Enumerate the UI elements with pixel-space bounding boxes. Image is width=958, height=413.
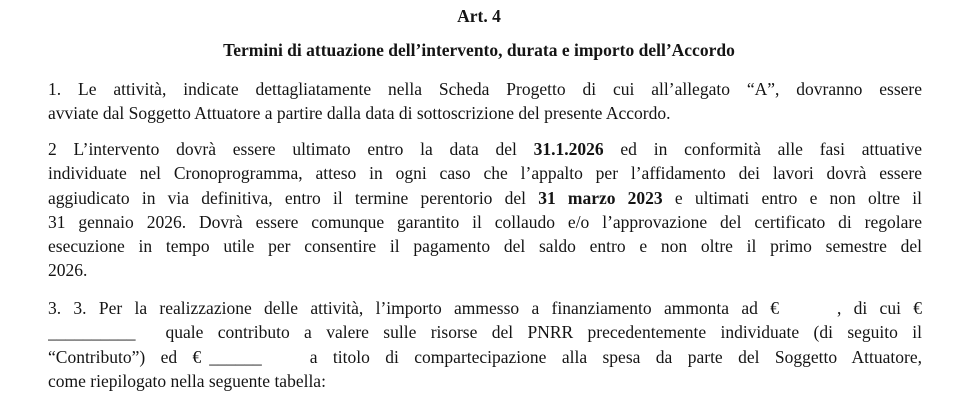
paragraph-2-line-1-text-a: 2 L’intervento dovrà essere ultimato entro la data del (48, 139, 534, 159)
paragraph-3 (48, 296, 922, 393)
paragraph-2-line-2: individuate nel Cronoprogramma, atteso in ogni caso che l’appalto per l’affidamento dei lavori dovrà essere (48, 163, 922, 184)
paragraph-3-line-3-text-a: “Contributo”) ed € (48, 346, 202, 367)
paragraph-3-line-1-text-a: 3. 3. Per la realizzazione delle attività, l’importo ammesso a finanziamento ammonta ad € (48, 298, 779, 318)
paragraph-3-line-1-text-b: , di cui € (836, 298, 922, 318)
paragraph-3-line-1 (48, 296, 922, 320)
paragraph-1-line-1: 1. Le attività, indicate dettagliatamente nella Scheda Progetto di cui all’allegato “A”, dovranno essere (48, 79, 922, 99)
paragraph-2-line-3-text-a: aggiudicato in via definitiva, entro il termine perentorio del (48, 187, 539, 208)
paragraph-3-line-2-text: quale contributo a valere sulle risorse del PNRR precedentemente individuate (di seguito il (165, 322, 922, 343)
contribution-amount-blank: __________ (48, 322, 136, 343)
paragraph-2-line-4: 31 gennaio 2026. Dovrà essere comunque garantito il collaudo e/o l’approvazione del certificato di regolare (48, 211, 922, 232)
paragraph-3-line-3 (48, 345, 922, 369)
award-deadline: 31 marzo 2023 (538, 187, 663, 208)
paragraph-3-line-4: come riepilogato nella seguente tabella: (48, 370, 326, 391)
paragraph-3-line-2 (48, 320, 922, 344)
cofinancing-amount-blank: ______ (209, 346, 262, 367)
paragraph-1 (48, 77, 922, 126)
paragraph-1-line-2: avviate dal Soggetto Attuatore a partire dalla data di sottoscrizione del presente Accordo. (48, 103, 671, 124)
paragraph-2-line-1-text-b: ed in conformità alle fasi attuative (603, 139, 922, 159)
paragraph-2-line-3-text-b: e ultimati entro e non oltre il (662, 187, 922, 208)
paragraph-3-line-3-text-b: a titolo di compartecipazione alla spesa da parte del Soggetto Attuatore, (309, 346, 922, 367)
paragraph-2-line-6: 2026. (48, 260, 88, 281)
paragraph-2 (48, 137, 922, 283)
paragraph-2-line-1 (48, 137, 922, 161)
paragraph-2-line-5: esecuzione in tempo utile per consentire il pagamento del saldo entro e non oltre il primo semestre del (48, 236, 922, 257)
article-title: Termini di attuazione dell’intervento, durata e importo dell’Accordo (223, 40, 735, 60)
article-number: Art. 4 (457, 6, 501, 26)
end-date: 31.1.2026 (533, 139, 604, 159)
paragraph-2-line-3 (48, 186, 922, 210)
